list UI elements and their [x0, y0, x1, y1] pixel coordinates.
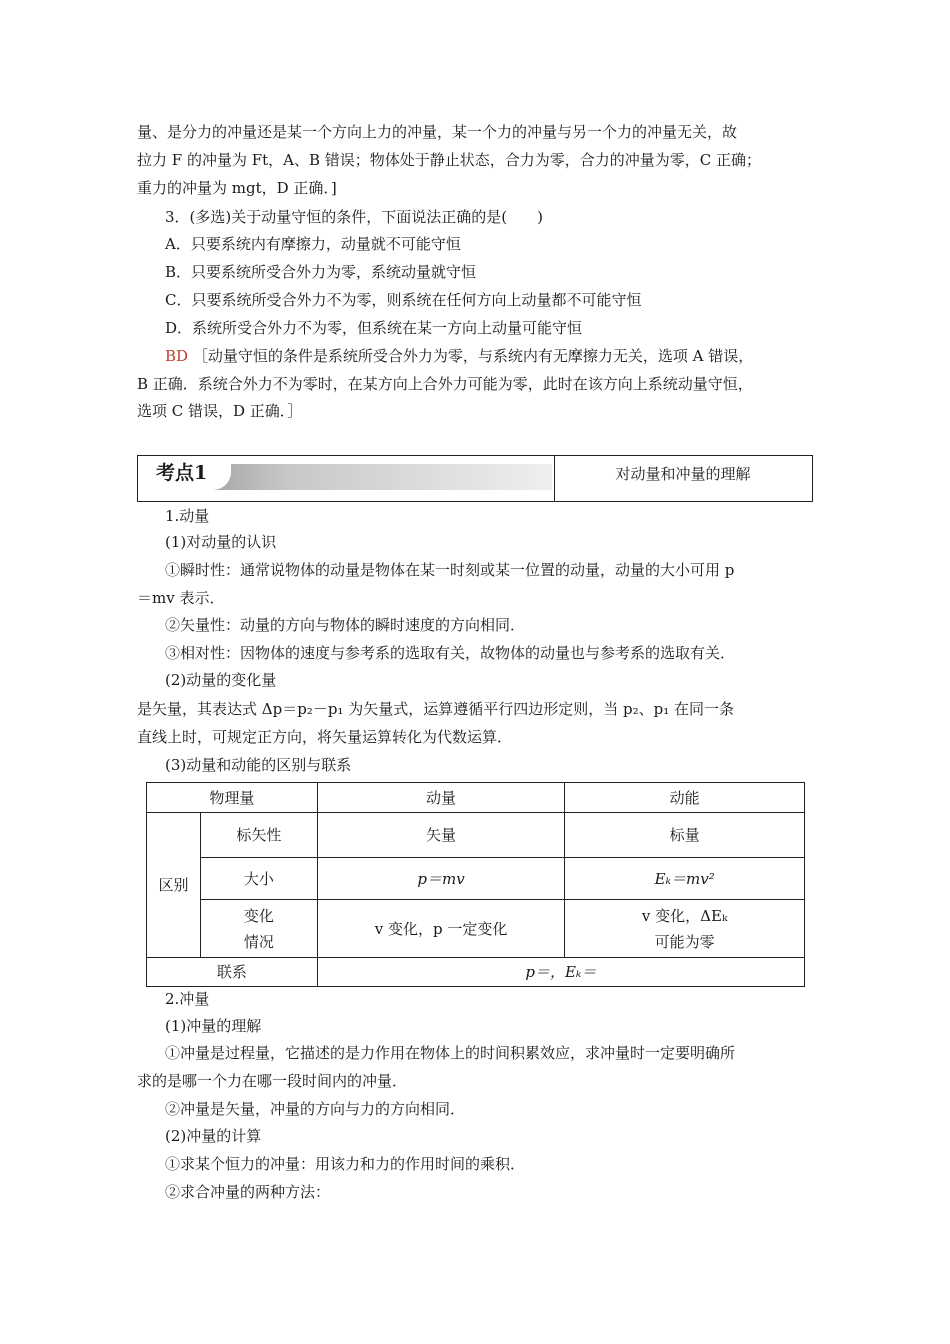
text-line: ③相对性：因物体的速度与参考系的选取有关，故物体的动量也与参考系的选取有关．	[165, 644, 736, 662]
subsection-heading: (3)动量和动能的区别与联系	[165, 756, 352, 774]
row-label: 标矢性	[200, 813, 317, 858]
text-line: 重力的冲量为 mgt，D 正确．]	[137, 179, 337, 197]
cell-line: v 变化，ΔEₖ	[641, 906, 728, 925]
text-line: ②冲量是矢量，冲量的方向与力的方向相同．	[165, 1100, 466, 1118]
answer-explanation: ［动量守恒的条件是系统所受合外力为零，与系统内有无摩擦力无关，选项 A 错误，	[192, 347, 754, 365]
row-label-line: 情况	[243, 932, 274, 951]
formula: p＝mv	[417, 869, 465, 888]
answer-line	[165, 346, 753, 366]
header-cell: 动能	[565, 783, 805, 813]
formula: Eₖ＝mv²	[654, 869, 715, 888]
option-c: C．只要系统所受合外力不为零，则系统在任何方向上动量都不可能守恒	[165, 291, 642, 309]
text-line: ①瞬时性：通常说物体的动量是物体在某一时刻或某一位置的动量，动量的大小可用 p	[165, 561, 735, 579]
row-label-line: 变化	[243, 906, 274, 925]
text-line: ②求合冲量的两种方法：	[165, 1183, 331, 1201]
text-line: 量、是分力的冲量还是某一个方向上力的冲量，某一个力的冲量与另一个力的冲量无关，故	[137, 123, 738, 141]
kaodian-label: 考点1	[146, 458, 231, 490]
row-label: 大小	[200, 858, 317, 900]
cell-line: 可能为零	[654, 932, 715, 951]
table-cell	[317, 958, 804, 987]
subsection-heading: (1)对动量的认识	[165, 533, 277, 551]
text-line: ①求某个恒力的冲量：用该力和力的作用时间的乘积．	[165, 1155, 526, 1173]
header-cell: 物理量	[147, 783, 318, 813]
subsection-heading: (2)动量的变化量	[165, 671, 277, 689]
text-line: 选项 C 错误，D 正确．］	[137, 402, 303, 420]
section-heading: 1.动量	[165, 507, 210, 525]
table-cell	[317, 858, 565, 900]
table-cell: v 变化，p 一定变化	[317, 900, 565, 958]
option-a: A．只要系统内有摩擦力，动量就不可能守恒	[165, 235, 461, 253]
answer-key: BD	[165, 347, 189, 365]
option-d: D．系统所受合外力不为零，但系统在某一方向上动量可能守恒	[165, 319, 583, 337]
table-cell	[565, 858, 805, 900]
table-row	[147, 900, 805, 958]
text-line: 直线上时，可规定正方向，将矢量运算转化为代数运算．	[137, 728, 513, 746]
table-row	[147, 958, 805, 987]
section-heading: 2.冲量	[165, 990, 210, 1008]
text-line: ②矢量性：动量的方向与物体的瞬时速度的方向相同．	[165, 616, 526, 634]
table-row	[147, 813, 805, 858]
table-cell: 标量	[565, 813, 805, 858]
text-line: 拉力 F 的冲量为 Ft，A、B 错误；物体处于静止状态，合力为零，合力的冲量为零，C 正确；	[137, 151, 762, 169]
subsection-heading: (1)冲量的理解	[165, 1017, 262, 1035]
text-line: 求的是哪一个力在哪一段时间内的冲量．	[137, 1072, 408, 1090]
comparison-table	[146, 782, 805, 987]
text-line: B 正确．系统合外力不为零时，在某方向上合外力可能为零，此时在该方向上系统动量守恒，	[137, 375, 753, 393]
kaodian-header	[137, 455, 813, 502]
header-cell: 动量	[317, 783, 565, 813]
row-label	[200, 900, 317, 958]
kaodian-title: 对动量和冲量的理解	[615, 465, 751, 483]
kaodian-label-cell	[138, 456, 555, 501]
table-row	[147, 858, 805, 900]
formula: p＝，Eₖ＝	[525, 963, 597, 981]
question-stem: 3．(多选)关于动量守恒的条件，下面说法正确的是( )	[165, 208, 543, 226]
table-cell: 矢量	[317, 813, 565, 858]
text-line: ①冲量是过程量，它描述的是力作用在物体上的时间积累效应，求冲量时一定要明确所	[165, 1044, 736, 1062]
table-header-row	[147, 783, 805, 813]
table-cell	[565, 900, 805, 958]
text-line: ＝mv 表示．	[137, 589, 225, 607]
option-b: B．只要系统所受合外力为零，系统动量就守恒	[165, 263, 477, 281]
group-cell: 区别	[147, 813, 201, 958]
row-label: 联系	[147, 958, 318, 987]
subsection-heading: (2)冲量的计算	[165, 1127, 262, 1145]
text-line: 是矢量，其表达式 Δp＝p₂－p₁ 为矢量式，运算遵循平行四边形定则，当 p₂、p₁ 在同一条	[137, 700, 734, 718]
